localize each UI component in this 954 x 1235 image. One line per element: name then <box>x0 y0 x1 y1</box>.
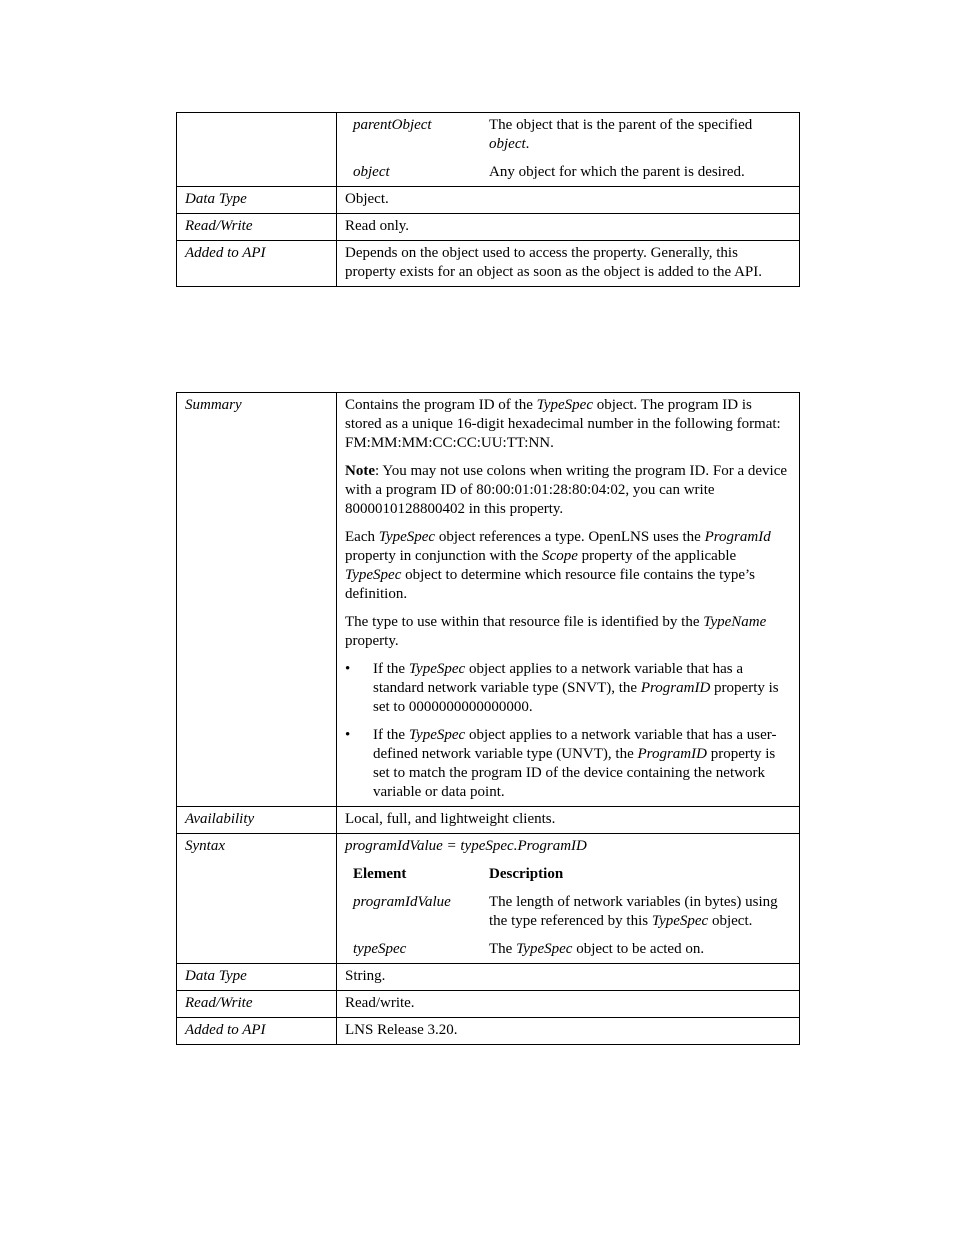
syntax-value <box>337 834 800 964</box>
row-label: Data Type <box>177 187 337 214</box>
row-label: Syntax <box>177 834 337 964</box>
property-table-programid <box>176 392 800 1045</box>
element-name: programIdValue <box>353 894 451 910</box>
table-row <box>345 116 799 163</box>
table-row <box>177 807 800 834</box>
table-row <box>177 1018 800 1045</box>
syntax-elements-cell <box>337 113 800 187</box>
summary-paragraph: Each TypeSpec object references a type. OpenLNS uses the ProgramId property in conjunction with the Scope property of the applicable TypeSpec object to determine which resource file contains the type’s definition. <box>345 529 771 602</box>
row-label: Added to API <box>177 1018 337 1045</box>
table-row <box>177 241 800 287</box>
row-label: Added to API <box>177 241 337 287</box>
syntax-elements-table <box>345 116 799 182</box>
bullet-icon: • <box>345 661 351 677</box>
table-row <box>177 964 800 991</box>
list-item: • If the TypeSpec object applies to a network variable that has a user-defined network variable type (UNVT), the ProgramID property is set to match the program ID of the device containing the network variable or data point. <box>345 727 777 800</box>
list-item: • If the TypeSpec object applies to a network variable that has a standard network variable type (SNVT), the ProgramID property is set to 0000000000000000. <box>345 661 779 715</box>
element-name: typeSpec <box>353 941 407 957</box>
element-description: The length of network variables (in bytes) using the type referenced by this TypeSpec object. <box>489 894 778 929</box>
element-description: Any object for which the parent is desired. <box>489 164 745 180</box>
row-label: Read/Write <box>177 214 337 241</box>
element-name: object <box>353 164 390 180</box>
table-row <box>177 834 800 964</box>
table-row <box>177 991 800 1018</box>
read-write-value: Read/write. <box>337 991 800 1018</box>
row-label: Data Type <box>177 964 337 991</box>
row-label: Read/Write <box>177 991 337 1018</box>
table-row <box>345 163 799 182</box>
note-paragraph: Note: You may not use colons when writing the program ID. For a device with a program ID of 80:00:01:01:28:80:04:02, you can write 8000010128800402 in this property. <box>345 463 788 517</box>
summary-paragraph: Contains the program ID of the TypeSpec object. The program ID is stored as a unique 16-digit hexadecimal number in the following format: FM:MM:MM:CC:CC:UU:TT:NN. <box>345 397 781 451</box>
row-label: Availability <box>177 807 337 834</box>
bullet-list <box>345 660 791 802</box>
syntax-elements-table <box>345 865 791 959</box>
summary-paragraph: The type to use within that resource file is identified by the TypeName property. <box>345 614 767 649</box>
summary-value <box>337 393 800 807</box>
element-description: The object that is the parent of the specified object. <box>489 117 753 152</box>
table-row <box>177 113 800 187</box>
element-description: The TypeSpec object to be acted on. <box>489 941 705 957</box>
read-write-value: Read only. <box>337 214 800 241</box>
table-row <box>345 940 791 959</box>
syntax-line: programIdValue = typeSpec.ProgramID <box>345 838 587 854</box>
table-row <box>345 893 791 940</box>
description-header: Description <box>489 866 564 882</box>
property-table-parent <box>176 112 800 287</box>
table-header-row <box>345 865 791 893</box>
added-to-api-value: Depends on the object used to access the property. Generally, this property exists for an object as soon as the object is added to the API. <box>337 241 800 287</box>
table-row <box>177 214 800 241</box>
table-row <box>177 393 800 807</box>
bullet-icon: • <box>345 727 351 743</box>
data-type-value: Object. <box>337 187 800 214</box>
element-header: Element <box>353 866 407 882</box>
row-label: Summary <box>177 393 337 807</box>
table-row <box>177 187 800 214</box>
element-name: parentObject <box>353 117 432 133</box>
row-label <box>177 113 337 187</box>
availability-value: Local, full, and lightweight clients. <box>337 807 800 834</box>
added-to-api-value: LNS Release 3.20. <box>337 1018 800 1045</box>
data-type-value: String. <box>337 964 800 991</box>
